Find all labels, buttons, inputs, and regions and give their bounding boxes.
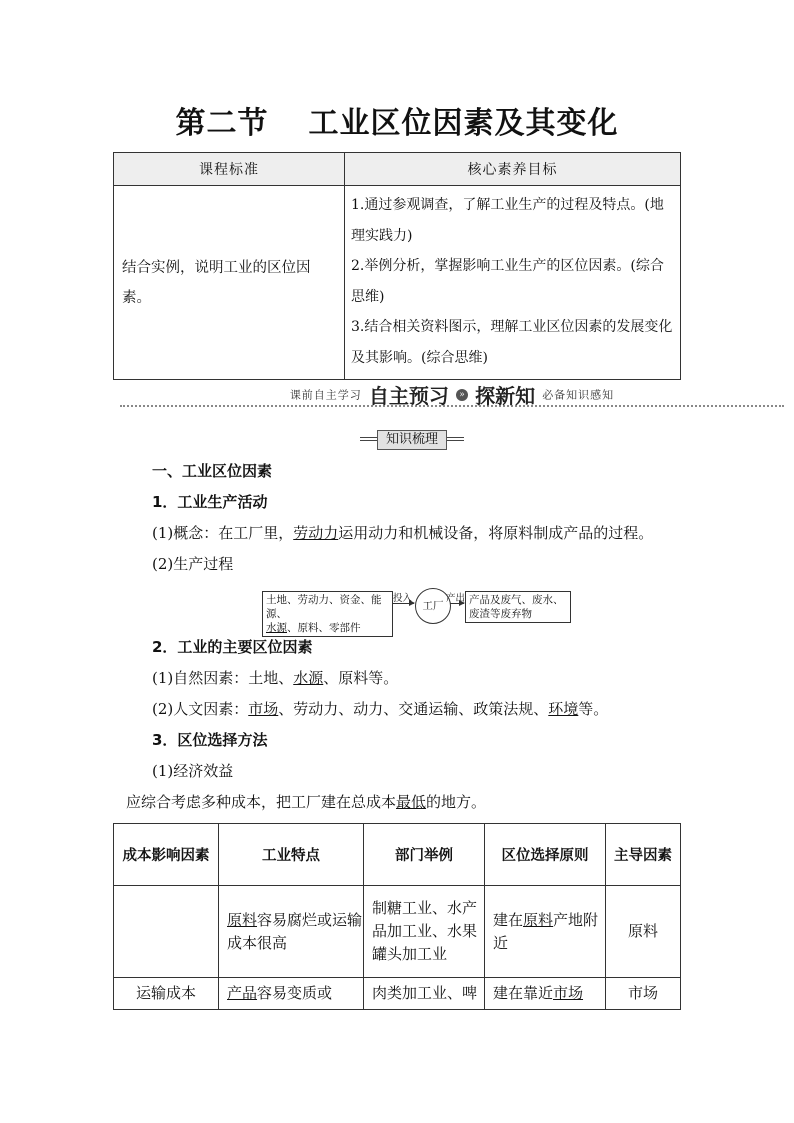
header-goals: 核心素养目标 xyxy=(345,153,681,186)
table-cell: 运输成本 xyxy=(114,978,219,1010)
table-cell: 建在原料产地附近 xyxy=(485,886,606,978)
col-header: 主导因素 xyxy=(606,824,681,886)
standards-table xyxy=(113,152,681,380)
table-row xyxy=(114,886,681,978)
knowledge-tag-label: 知识梳理 xyxy=(377,430,447,450)
blank-answer: 劳动力 xyxy=(293,524,339,542)
blank-answer: 环境 xyxy=(548,700,579,718)
goal-item: 3.结合相关资料图示，理解工业区位因素的发展变化及其影响。(综合思维) xyxy=(351,319,673,366)
table-cell xyxy=(114,886,219,978)
econ-text: 应综合考虑多种成本，把工厂建在总成本最低的地方。 xyxy=(126,793,487,811)
production-flow-diagram xyxy=(262,588,572,634)
inputs-box: 土地、劳动力、资金、能源、 水源、原料、零部件 xyxy=(262,591,393,637)
table-cell: 制糖工业、水产品加工业、水果罐头加工业 xyxy=(364,886,485,978)
process-heading: (2)生产过程 xyxy=(152,555,234,573)
table-row xyxy=(114,978,681,1010)
col-header: 成本影响因素 xyxy=(114,824,219,886)
human-factors: (2)人文因素：市场、劳动力、动力、交通运输、政策法规、环境等。 xyxy=(152,700,609,718)
table-cell: 建在靠近市场 xyxy=(485,978,606,1010)
outputs-box: 产品及废气、废水、 废渣等废弃物 xyxy=(465,591,571,623)
econ-heading: (1)经济效益 xyxy=(152,762,234,780)
concept-line: (1)概念：在工厂里，劳动力运用动力和机械设备，将原料制成产品的过程。 xyxy=(152,524,654,542)
col-header: 部门举例 xyxy=(364,824,485,886)
blank-answer: 水源 xyxy=(293,669,324,687)
section-number: 第二节 xyxy=(175,106,269,141)
banner-main-1: 自主预习 xyxy=(368,384,449,408)
cost-table xyxy=(113,823,681,1010)
goal-item: 1.通过参观调查，了解工业生产的过程及特点。(地理实践力) xyxy=(351,197,664,244)
table-cell: 肉类加工业、啤 xyxy=(364,978,485,1010)
goals-cell xyxy=(345,186,681,380)
input-label: 投入 xyxy=(393,593,413,604)
table-cell: 原料 xyxy=(606,886,681,978)
heading-1-2: 2．工业的主要区位因素 xyxy=(152,638,313,656)
blank-answer: 市场 xyxy=(248,700,279,718)
col-header: 区位选择原则 xyxy=(485,824,606,886)
factory-node: 工厂 xyxy=(415,588,451,624)
banner-left-text: 课前自主学习 xyxy=(289,388,362,402)
heading-1: 一、工业区位因素 xyxy=(152,462,273,480)
knowledge-tag xyxy=(360,428,464,448)
goal-item: 2.举例分析，掌握影响工业生产的区位因素。(综合思维) xyxy=(351,258,664,305)
table-cell: 原料容易腐烂或运输成本很高 xyxy=(219,886,364,978)
banner-right-text: 必备知识感知 xyxy=(542,388,615,402)
section-name: 工业区位因素及其变化 xyxy=(308,106,619,141)
banner-main-2: 探新知 xyxy=(475,384,536,408)
natural-factors: (1)自然因素：土地、水源、原料等。 xyxy=(152,669,399,687)
output-label: 产出 xyxy=(446,593,466,604)
header-standard: 课程标准 xyxy=(114,153,345,186)
heading-1-1: 1．工业生产活动 xyxy=(152,493,268,511)
section-banner xyxy=(120,380,784,412)
blank-answer: 最低 xyxy=(396,793,427,811)
heading-1-3: 3．区位选择方法 xyxy=(152,731,268,749)
table-cell: 市场 xyxy=(606,978,681,1010)
table-cell: 产品容易变质或 xyxy=(219,978,364,1010)
col-header: 工业特点 xyxy=(219,824,364,886)
page-title xyxy=(0,98,794,142)
course-standard: 结合实例，说明工业的区位因素。 xyxy=(114,186,345,380)
double-chevron-icon: » xyxy=(456,389,468,401)
